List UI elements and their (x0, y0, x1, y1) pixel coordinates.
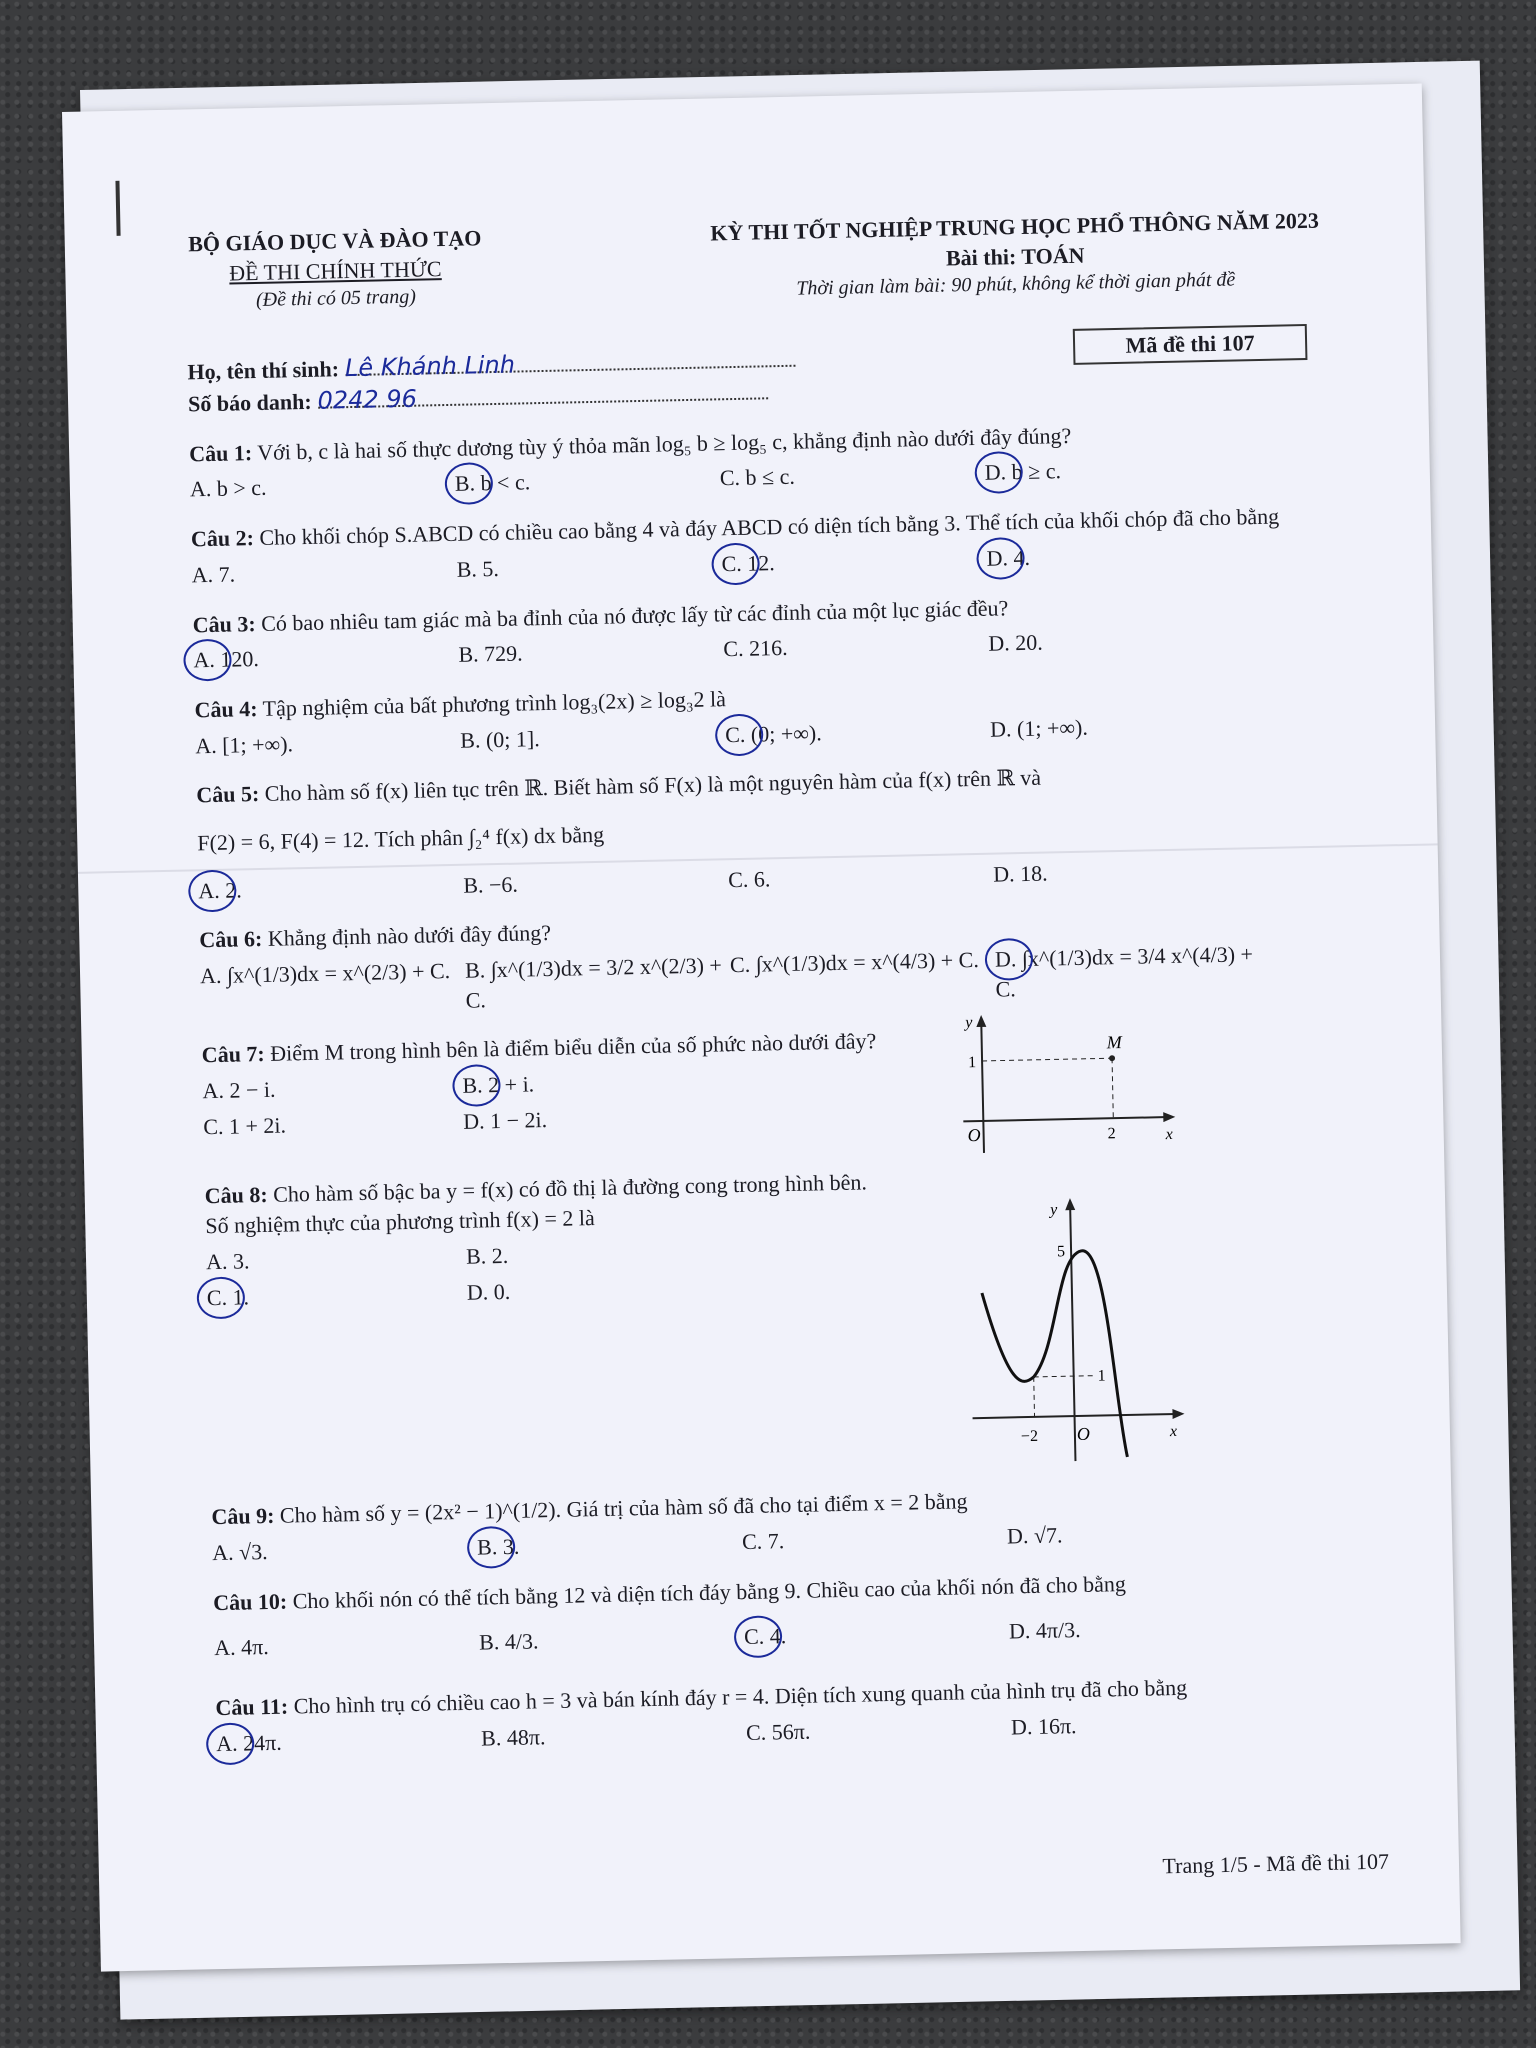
q6-option-b[interactable]: B. ∫x^(1/3)dx = 3/2 x^(2/3) + C. (464, 952, 723, 1013)
guide-v (1112, 1058, 1113, 1118)
x-arrow-icon (1163, 1112, 1175, 1122)
q4-label: Câu 4: (194, 695, 258, 723)
q10-option-c-text: C. 4. (743, 1623, 787, 1650)
y-label: y (1050, 1201, 1058, 1219)
q1-option-b-text: B. b < c. (454, 469, 531, 497)
page-footer: Trang 1/5 - Mã đề thi 107 (1162, 1848, 1390, 1879)
name-field (344, 343, 795, 383)
q4-option-c[interactable] (725, 714, 991, 749)
question-4 (194, 671, 1335, 760)
q9-option-b[interactable] (477, 1527, 743, 1562)
question-1 (189, 415, 1330, 504)
tick-x-label: 2 (1107, 1125, 1116, 1143)
tick-5-label: 5 (1056, 1243, 1066, 1261)
answer-circle (985, 938, 1034, 981)
q2-option-c[interactable] (721, 544, 987, 579)
q2-option-b[interactable]: B. 5. (456, 555, 500, 582)
header-right (704, 206, 1326, 305)
q10-option-b[interactable]: B. 4/3. (478, 1628, 539, 1655)
answer-circle (452, 1064, 501, 1107)
q5-option-b[interactable]: B. −6. (463, 871, 519, 898)
q9-label: Câu 9: (211, 1503, 275, 1530)
q6-label: Câu 6: (199, 926, 263, 953)
q5-label: Câu 5: (196, 781, 260, 808)
q11-option-a[interactable] (216, 1723, 482, 1758)
q7-option-b-text: B. 2 + i. (462, 1071, 535, 1098)
question-3 (192, 586, 1333, 675)
q6-option-d-text: D. ∫x^(1/3)dx = 3/4 x^(4/3) + C. (994, 941, 1254, 1002)
q9-option-b-text: B. 3. (476, 1533, 520, 1560)
exam-content (184, 206, 1356, 1759)
answer-circle (715, 713, 764, 756)
q5-option-c[interactable]: C. 6. (727, 865, 771, 892)
answer-circle (444, 463, 493, 506)
question-9 (211, 1478, 1352, 1567)
question-8 (204, 1165, 987, 1312)
name-handwriting: Lê Khánh Linh (344, 350, 516, 383)
q5-text: Cho hàm số f(x) liên tục trên ℝ. Biết hàm số F(x) là một nguyên hàm của f(x) trên ℝ và (264, 764, 1042, 807)
q7-option-d[interactable]: D. 1 − 2i. (462, 1106, 548, 1134)
q10-option-c[interactable] (744, 1617, 1010, 1652)
x-label: x (1165, 1125, 1173, 1144)
q1-label: Câu 1: (188, 439, 253, 467)
question-6 (199, 902, 1341, 1021)
q4-option-c-text: C. (0; +∞). (724, 719, 822, 747)
pages-note: (Đề thi có 05 trang) (255, 286, 417, 312)
q7-option-c[interactable]: C. 1 + 2i. (203, 1112, 287, 1140)
point-label: M (1106, 1032, 1122, 1053)
y-arrow-icon (1065, 1198, 1075, 1210)
name-label: Họ, tên thí sinh: (187, 356, 340, 385)
q5-option-d[interactable]: D. 18. (992, 860, 1048, 887)
q7-text: Điểm M trong hình bên là điểm biểu diễn của số phức nào dưới đây? (269, 1028, 877, 1067)
q3-label: Câu 3: (192, 610, 256, 637)
q4-option-a[interactable]: A. [1; +∞). (195, 730, 294, 758)
q8-text: Cho hàm số bậc ba y = f(x) có đồ thị là đường cong trong hình bên. (272, 1169, 868, 1208)
q5-text2: F(2) = 6, F(4) = 12. Tích phân ∫₂⁴ f(x) dx bằng (197, 821, 605, 856)
q5-option-a[interactable] (198, 870, 464, 905)
answer-circle (976, 537, 1025, 580)
q10-option-d[interactable]: D. 4π/3. (1008, 1617, 1081, 1644)
q8-text2: Số nghiệm thực của phương trình f(x) = 2 là (205, 1205, 595, 1239)
answer-circle (711, 542, 760, 585)
q6-text: Khẳng định nào dưới đây đúng? (267, 920, 552, 952)
q1-option-a[interactable]: A. b > c. (189, 475, 267, 502)
y-axis (1070, 1204, 1075, 1461)
y-label: y (965, 1014, 973, 1032)
q5-options (198, 852, 1338, 906)
q1-option-c[interactable]: C. b ≤ c. (719, 464, 796, 491)
answer-circle (183, 639, 232, 682)
x-axis (963, 1117, 1168, 1121)
q7-option-a[interactable]: A. 2 − i. (202, 1076, 276, 1104)
subject: Bài thi: TOÁN (945, 242, 1085, 271)
tick-y-label: 1 (967, 1054, 977, 1072)
candidate-info (187, 332, 1328, 419)
answer-circle (188, 869, 237, 912)
q9-text: Cho hàm số y = (2x² − 1)^(1/2). Giá trị của hàm số đã cho tại điểm x = 2 bằng (279, 1488, 968, 1528)
origin-label: O (967, 1124, 981, 1146)
q6-option-a[interactable]: A. ∫x^(1/3)dx = x^(2/3) + C. (199, 958, 451, 989)
exam-code: Mã đề thi 107 (1073, 324, 1308, 365)
q8-option-d[interactable]: D. 0. (466, 1278, 511, 1305)
q4-option-d[interactable]: D. (1; +∞). (989, 714, 1089, 742)
q8-option-a[interactable]: A. 3. (205, 1248, 250, 1275)
q1-option-d-text: D. b ≥ c. (984, 458, 1062, 486)
q9-option-c[interactable]: C. 7. (741, 1528, 785, 1554)
q11-option-d[interactable]: D. 16π. (1010, 1712, 1077, 1740)
y-axis (981, 1021, 984, 1153)
q10-options (214, 1610, 1354, 1664)
q2-label: Câu 2: (190, 525, 255, 552)
question-10 (213, 1564, 1354, 1663)
q1-option-d[interactable] (984, 453, 1250, 488)
q6-option-c[interactable]: C. ∫x^(1/3)dx = x^(4/3) + C. (729, 946, 980, 978)
q11-text: Cho hình trụ có chiều cao h = 3 và bán kính đáy r = 4. Diện tích xung quanh của hình trụ đã cho bằng (293, 1674, 1188, 1719)
q11-option-b[interactable]: B. 48π. (480, 1723, 546, 1751)
time-note: Thời gian làm bài: 90 phút, không kể thời gian phát đề (796, 268, 1236, 301)
tick-1-label: 1 (1097, 1367, 1106, 1385)
answer-circle (196, 1276, 245, 1319)
point-m (1109, 1055, 1115, 1061)
q2-option-d-text: D. 4. (986, 544, 1031, 571)
ministry: BỘ GIÁO DỤC VÀ ĐÀO TẠO (187, 225, 482, 257)
q9-option-d[interactable]: D. √7. (1006, 1522, 1063, 1549)
question-11 (215, 1669, 1356, 1758)
q1-text: Với b, c là hai số thực dương tùy ý thỏa mãn log₅ b ≥ log₅ c, khẳng định nào dưới đây đúng? (256, 422, 1072, 465)
margin-mark (115, 181, 120, 236)
q8-option-b[interactable]: B. 2. (465, 1242, 509, 1269)
q11-option-c[interactable]: C. 56π. (745, 1718, 811, 1745)
q2-option-d[interactable] (986, 538, 1252, 573)
q11-label: Câu 11: (215, 1693, 289, 1721)
q1-option-b[interactable] (455, 464, 721, 499)
q3-option-d[interactable]: D. 20. (988, 629, 1043, 656)
exam-sheet (62, 84, 1461, 1972)
header-left (184, 223, 486, 316)
q2-option-c-text: C. 12. (721, 549, 776, 577)
answer-circle (974, 451, 1023, 494)
question-2 (191, 501, 1332, 590)
official-label: ĐỀ THI CHÍNH THỨC (228, 255, 442, 286)
tick-neg2-label: −2 (1020, 1427, 1039, 1446)
q10-label: Câu 10: (212, 1588, 288, 1615)
q9-option-a[interactable]: A. √3. (211, 1538, 268, 1566)
exam-header (184, 206, 1326, 316)
sbd-handwriting: 0242 96 (317, 384, 418, 415)
q3-option-b[interactable]: B. 729. (458, 640, 523, 668)
cubic-graph (960, 1194, 1196, 1469)
origin-label: O (1076, 1423, 1091, 1445)
q3-text: Có bao nhiêu tam giác mà ba đỉnh của nó được lấy từ các đỉnh của một lục giác đều? (260, 594, 1009, 636)
complex-plane-graph (941, 1009, 1184, 1164)
q7-label: Câu 7: (201, 1041, 265, 1068)
exam-title: KỲ THI TỐT NGHIỆP TRUNG HỌC PHỔ THÔNG NĂM 2023 (710, 207, 1320, 246)
q7-option-b[interactable] (462, 1065, 723, 1100)
guide-h (982, 1058, 1112, 1061)
q2-option-a[interactable]: A. 7. (191, 561, 236, 588)
q6-option-d[interactable] (995, 939, 1261, 1004)
question-7 (201, 1024, 983, 1141)
x-arrow-icon (1172, 1409, 1184, 1419)
q11-option-a-text: A. 24π. (215, 1729, 282, 1756)
q5-option-a-text: A. 2. (198, 877, 242, 903)
x-label: x (1169, 1422, 1178, 1441)
q3-option-a-text: A. 120. (193, 646, 260, 673)
sbd-label: Số báo danh: (187, 388, 312, 417)
q8-option-c[interactable] (207, 1277, 468, 1312)
q8-label: Câu 8: (204, 1182, 268, 1209)
answer-circle (206, 1722, 255, 1765)
q8-option-c-text: C. 1. (206, 1283, 250, 1310)
guide-h (1034, 1376, 1094, 1377)
q4-text: Tập nghiệm của bất phương trình log₃(2x) ≥ log₃2 là (262, 686, 727, 721)
q3-option-c[interactable]: C. 216. (723, 635, 788, 662)
q10-option-a[interactable]: A. 4π. (213, 1634, 269, 1661)
answer-circle (467, 1526, 516, 1569)
q2-text: Cho khối chóp S.ABCD có chiều cao bằng 4 và đáy ABCD có diện tích bằng 3. Thể tích của khối chóp đã cho bằng (259, 503, 1280, 551)
q10-text: Cho khối nón có thể tích bằng 12 và diện tích đáy bằng 9. Chiều cao của khối nón đã cho bằng (292, 1570, 1127, 1614)
q4-option-b[interactable]: B. (0; 1]. (459, 725, 540, 753)
y-arrow-icon (976, 1015, 986, 1027)
question-5 (196, 757, 1338, 906)
answer-circle (734, 1616, 783, 1659)
guide-v (1034, 1377, 1035, 1417)
q3-option-a[interactable] (193, 640, 459, 675)
cubic-curve (981, 1250, 1127, 1460)
